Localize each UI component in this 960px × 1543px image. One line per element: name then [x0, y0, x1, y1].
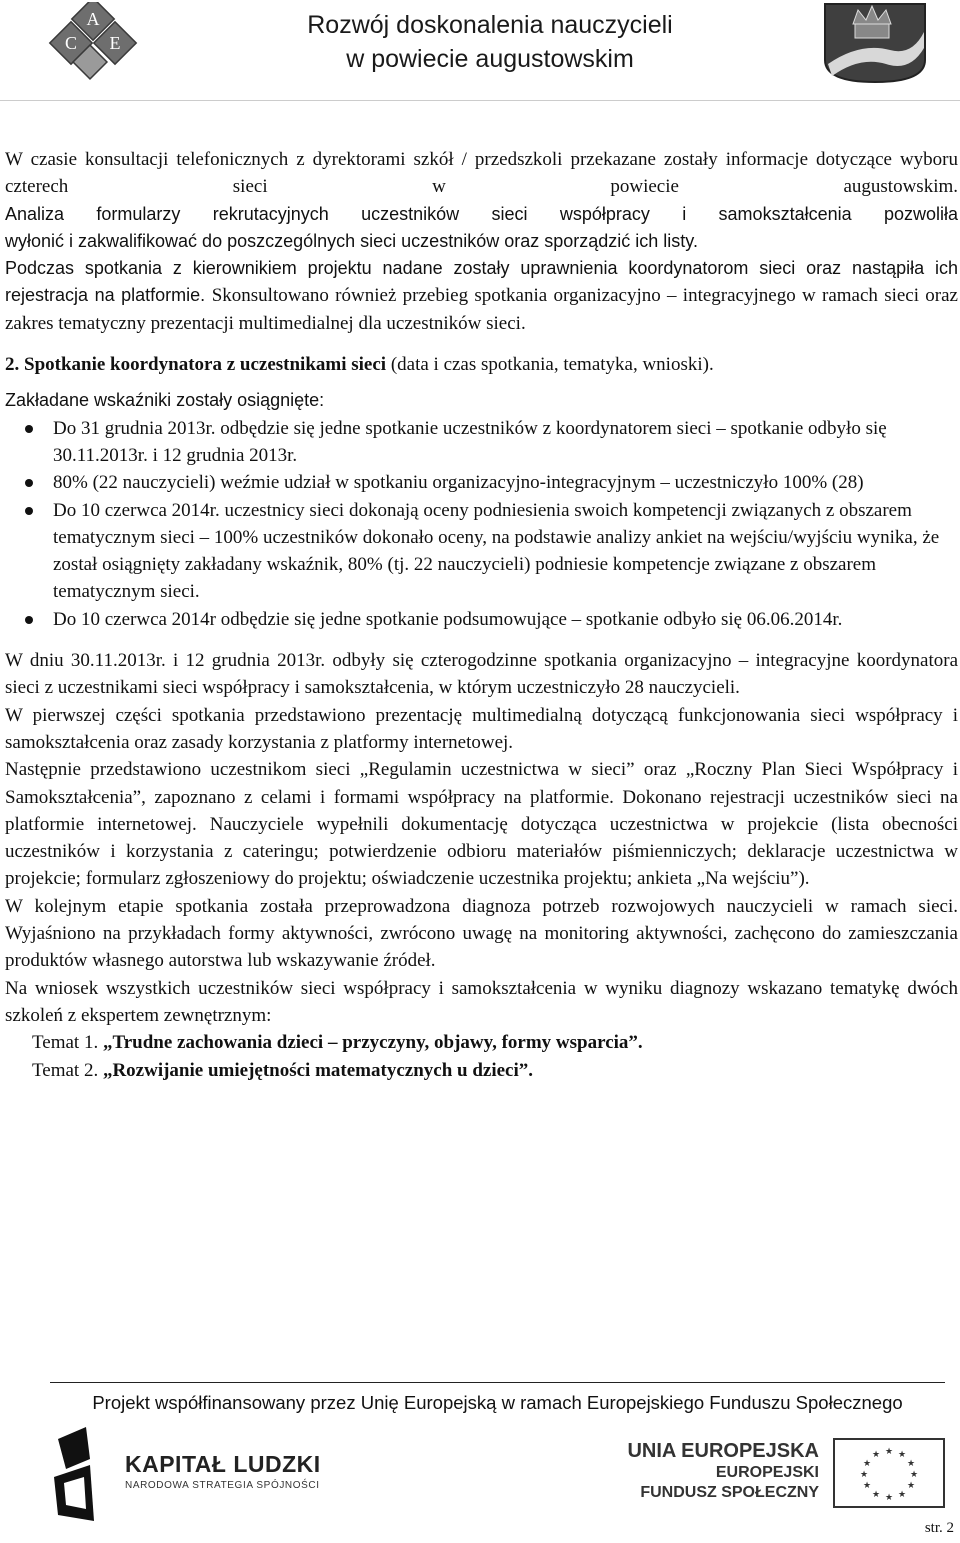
header-title-line2: w powiecie augustowskim: [346, 45, 634, 73]
eu-logo: [627, 1438, 945, 1508]
list-item: Do 10 czerwca 2014r. uczestnicy sieci dokonają oceny podniesienia swoich kompetencji związanych z obszarem tematycznym sieci – 100% uczestników dokonało oceny, na podstawie analizy ankiet na wejściu/wyjściu wynika, że został osiągnięty zakładany wskaźnik, 80% (tj. 22 nauczycieli) podniesie kompetencje związane z obszarem tematycznym sieci.: [5, 497, 958, 606]
header-title: [240, 8, 740, 76]
kapital-ludzki-emblem-icon: [50, 1425, 120, 1523]
eu-line1: UNIA EUROPEJSKA: [627, 1440, 819, 1462]
paragraph-training-topics: Na wniosek wszystkich uczestników sieci współpracy i samokształcenia w wyniku diagnozy wskazano tematykę dwóch szkoleń z ekspertem zewnętrznym:: [5, 977, 958, 1026]
cae-logo: [38, 2, 148, 82]
document-body: [5, 146, 958, 1084]
header-title-line1: Rozwój doskonalenia nauczycieli: [307, 11, 673, 39]
header-divider: [0, 100, 960, 101]
kapital-ludzki-title: KAPITAŁ LUDZKI: [125, 1451, 321, 1477]
section-2-heading-rest: (data i czas spotkania, tematyka, wnioski).: [390, 354, 714, 376]
list-item: Do 10 czerwca 2014r odbędzie się jedne spotkanie podsumowujące – spotkanie odbyło się 06.06.2014r.: [5, 606, 958, 633]
svg-text:★: ★: [884, 1447, 894, 1457]
county-crest-icon: [820, 2, 930, 84]
svg-text:★: ★: [897, 1450, 907, 1460]
svg-text:★: ★: [871, 1450, 881, 1460]
page-number: str. 2: [924, 1520, 954, 1536]
logo-letter-a: A: [86, 9, 100, 29]
footer-divider: [50, 1382, 945, 1383]
indicators-list: [5, 415, 958, 633]
paragraph-project-meeting: [5, 255, 958, 337]
svg-text:★: ★: [897, 1490, 907, 1500]
paragraph-diagnosis: W kolejnym etapie spotkania została przeprowadzona diagnoza potrzeb rozwojowych nauczycieli w ramach sieci. Wyjaśniono na przykładach formy aktywności, zwrócono uwagę na monitoring aktywności, zachęcono do zamieszczania produktów własnego autorstwa lub wskazywanie źródeł.: [5, 895, 958, 972]
paragraph-regulations: Następnie przedstawiono uczestnikom sieci „Regulamin uczestnictwa w sieci” oraz „Roczny Plan Sieci Współpracy i Samokształcenia”, zapoznano z celami i formami współpracy na platformie. Dokonano rejestracji uczestników sieci na platformie internetowej. Nauczyciele wypełnili dokumentację dotycząca uczestnictwa w projekcie (lista obecności uczestników i korzystania z cateringu; potwierdzenie odbioru materiałów piśmienniczych; deklaracje uczestnictwa w projekcie; formularz zgłoszeniowy do projektu; oświadczenie uczestnika projektu; ankieta „Na wejściu”).: [5, 759, 958, 890]
list-item: Do 31 grudnia 2013r. odbędzie się jedne spotkanie uczestników z koordynatorem sieci – spotkanie odbyło się 30.11.2013r. i 12 grudnia 2013r.: [5, 415, 958, 470]
eu-line2: EUROPEJSKI: [715, 1464, 819, 1481]
kapital-ludzki-subtitle: NARODOWA STRATEGIA SPÓJNOŚCI: [125, 1480, 320, 1491]
topic-1-label: Temat 1.: [32, 1032, 99, 1054]
topic-1: [5, 1029, 958, 1056]
svg-text:★: ★: [906, 1459, 916, 1469]
list-item: 80% (22 nauczycieli) weźmie udział w spotkaniu organizacyjno-integracyjnym – uczestniczyło 100% (28): [5, 469, 958, 496]
svg-text:★: ★: [871, 1490, 881, 1500]
svg-text:★: ★: [862, 1481, 872, 1491]
svg-text:★: ★: [884, 1493, 894, 1503]
section-2-heading-bold: 2. Spotkanie koordynatora z uczestnikami sieci: [5, 354, 387, 376]
indicators-label: Zakładane wskaźniki zostały osiągnięte:: [5, 390, 325, 411]
paragraph-analysis-line2: wyłonić i zakwalifikować do poszczególnych sieci uczestników oraz sporządzić ich listy.: [5, 230, 698, 251]
topic-2-label: Temat 2.: [32, 1059, 99, 1081]
paragraph-meeting-dates: W dniu 30.11.2013r. i 12 grudnia 2013r. odbyły się czterogodzinne spotkania organizacyjno – integracyjne koordynatora sieci z uczestnikami sieci współpracy i samokształcenia, w którym uczestniczyło 28 nauczycieli.: [5, 650, 958, 699]
svg-text:★: ★: [909, 1470, 919, 1480]
kapital-ludzki-logo: [50, 1425, 340, 1523]
footer-cofinancing-text: Projekt współfinansowany przez Unię Europejską w ramach Europejskiego Funduszu Społecznego: [92, 1392, 903, 1413]
logo-letter-e: E: [109, 33, 121, 53]
eu-line3: FUNDUSZ SPOŁECZNY: [640, 1484, 819, 1501]
topic-2: [5, 1057, 958, 1084]
paragraph-consultations: W czasie konsultacji telefonicznych z dyrektorami szkół / przedszkoli przekazane zostały informacje dotyczące wyboru czterech sieci w powiecie augustowskim.: [5, 149, 958, 198]
topic-2-title: „Rozwijanie umiejętności matematycznych u dzieci”.: [102, 1059, 533, 1081]
topic-1-title: „Trudne zachowania dzieci – przyczyny, objawy, formy wsparcia”.: [102, 1032, 643, 1054]
svg-text:★: ★: [859, 1470, 869, 1480]
svg-text:★: ★: [906, 1481, 916, 1491]
section-2-heading: [5, 351, 958, 378]
paragraph-presentation: W pierwszej części spotkania przedstawiono prezentację multimedialną dotyczącą funkcjonowania sieci współpracy i samokształcenia oraz zasady korzystania z platformy internetowej.: [5, 704, 958, 753]
paragraph-project-meeting-serif: Skonsultowano również przebieg spotkania organizacyjno – integracyjnego w ramach sieci oraz zakres tematyczny prezentacji multimedialnej dla uczestników sieci.: [5, 285, 958, 334]
svg-text:★: ★: [862, 1459, 872, 1469]
paragraph-analysis-line1: Analiza formularzy rekrutacyjnych uczestników sieci współpracy i samokształcenia pozwoliła: [5, 203, 958, 224]
eu-flag-icon: [833, 1438, 945, 1508]
logo-letter-c: C: [64, 33, 78, 53]
paragraph-project-meeting-sans: Podczas spotkania z kierownikiem projektu nadane zostały uprawnienia koordynatorom sieci oraz nastąpiła ich rejestracja na platformie.: [5, 258, 958, 306]
